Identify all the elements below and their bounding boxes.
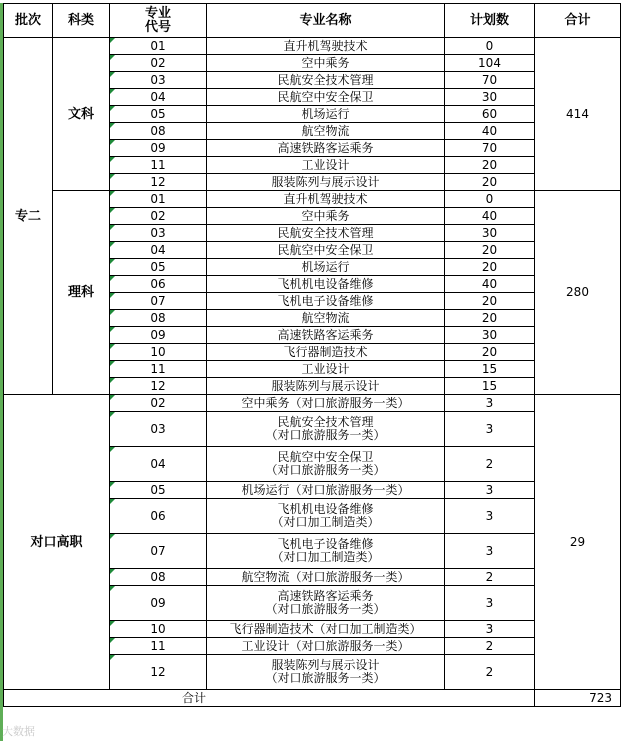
group-total-cell: 414 (535, 38, 621, 191)
major-name-cell (207, 259, 445, 276)
major-code-cell: 07 (110, 293, 207, 310)
major-name: 民航空中安全保卫 (277, 242, 374, 257)
major-name: 工业设计（对口旅游服务一类） (241, 638, 410, 653)
plan-count-cell: 30 (445, 89, 535, 106)
plan-count-cell: 3 (445, 395, 535, 412)
plan-count-cell: 3 (445, 621, 535, 638)
plan-count-cell: 30 (445, 327, 535, 344)
major-name-cell (207, 276, 445, 293)
plan-count-cell: 3 (445, 534, 535, 569)
major-name-cell (207, 534, 445, 569)
major-code-cell: 06 (110, 499, 207, 534)
major-code-cell: 12 (110, 655, 207, 690)
major-name: 飞行器制造技术 (283, 344, 368, 359)
major-code-cell: 06 (110, 276, 207, 293)
major-name: 工业设计 (301, 157, 350, 172)
major-name: 机场运行（对口旅游服务一类） (241, 482, 410, 497)
major-name-cell (207, 123, 445, 140)
header-total: 合计 (535, 4, 621, 38)
major-code-cell: 04 (110, 89, 207, 106)
plan-count-cell: 20 (445, 310, 535, 327)
major-name: 民航空中安全保卫 (277, 89, 374, 104)
major-name-cell (207, 638, 445, 655)
major-code-cell: 08 (110, 123, 207, 140)
major-name: 机场运行 (301, 259, 350, 274)
major-name-note: （对口加工制造类） (271, 515, 380, 529)
major-name: 空中乘务（对口旅游服务一类） (241, 395, 410, 410)
table-row (4, 191, 621, 208)
major-name-cell (207, 482, 445, 499)
plan-count-cell: 2 (445, 447, 535, 482)
plan-count-cell: 20 (445, 293, 535, 310)
major-name-note: （对口旅游服务一类） (265, 428, 386, 442)
major-name-note: （对口旅游服务一类） (265, 463, 386, 477)
major-code-cell: 09 (110, 327, 207, 344)
header-category: 科类 (53, 4, 110, 38)
plan-count-cell: 20 (445, 259, 535, 276)
major-name-cell (207, 208, 445, 225)
major-name-note: （对口加工制造类） (271, 550, 380, 564)
major-code-cell: 11 (110, 638, 207, 655)
major-name: 民航安全技术管理 (277, 72, 374, 87)
header-code-line1: 专业 (144, 5, 171, 21)
batch-cell: 对口高职 (4, 395, 110, 690)
major-name-cell (207, 499, 445, 534)
major-code-cell: 09 (110, 140, 207, 157)
major-name-cell (207, 106, 445, 123)
plan-count-cell: 20 (445, 242, 535, 259)
major-code-cell: 04 (110, 242, 207, 259)
major-code-cell: 03 (110, 72, 207, 89)
major-code-cell: 11 (110, 361, 207, 378)
major-code-cell: 02 (110, 208, 207, 225)
major-code-cell: 02 (110, 55, 207, 72)
major-code-cell: 08 (110, 310, 207, 327)
major-name: 飞机电子设备维修 (277, 293, 374, 308)
plan-count-cell: 15 (445, 378, 535, 395)
major-code-cell: 01 (110, 38, 207, 55)
major-code-cell: 03 (110, 412, 207, 447)
major-name: 高速铁路客运乘务 (277, 140, 374, 155)
major-name: 飞行器制造技术（对口加工制造类） (229, 621, 422, 636)
group-total-cell: 29 (535, 395, 621, 690)
major-name-cell (207, 72, 445, 89)
watermark-text: 大数据 (2, 725, 35, 738)
plan-count-cell: 70 (445, 72, 535, 89)
major-name-note: （对口旅游服务一类） (265, 671, 386, 685)
enrollment-plan-table (3, 3, 621, 707)
plan-count-cell: 3 (445, 499, 535, 534)
plan-count-cell: 2 (445, 638, 535, 655)
header-plan: 计划数 (445, 4, 535, 38)
major-name: 民航空中安全保卫 (277, 450, 374, 464)
major-name: 飞机电子设备维修 (277, 537, 374, 551)
major-name-cell (207, 89, 445, 106)
plan-count-cell: 70 (445, 140, 535, 157)
plan-count-cell: 15 (445, 361, 535, 378)
category-cell: 文科 (53, 38, 110, 191)
header-batch: 批次 (4, 4, 53, 38)
header-code (110, 4, 207, 38)
footer-total-label: 合计 (4, 690, 535, 707)
footer-total-value: 723 (535, 690, 621, 707)
major-code-cell: 08 (110, 569, 207, 586)
major-name-cell (207, 140, 445, 157)
plan-count-cell: 40 (445, 208, 535, 225)
major-code-cell: 02 (110, 395, 207, 412)
major-name-cell (207, 225, 445, 242)
plan-count-cell: 30 (445, 225, 535, 242)
major-name: 民航安全技术管理 (277, 225, 374, 240)
major-name-cell (207, 327, 445, 344)
major-name-cell (207, 344, 445, 361)
plan-count-cell: 2 (445, 569, 535, 586)
major-name-cell (207, 447, 445, 482)
plan-count-cell: 3 (445, 482, 535, 499)
major-name: 飞机机电设备维修 (277, 276, 374, 291)
major-name-cell (207, 569, 445, 586)
major-name: 高速铁路客运乘务 (277, 589, 374, 603)
plan-count-cell: 0 (445, 191, 535, 208)
major-name: 服装陈列与展示设计 (271, 378, 380, 393)
major-name-cell (207, 55, 445, 72)
plan-count-cell: 40 (445, 123, 535, 140)
group-total-cell: 280 (535, 191, 621, 395)
plan-count-cell: 0 (445, 38, 535, 55)
major-name: 航空物流 (301, 310, 350, 325)
plan-count-cell: 20 (445, 174, 535, 191)
category-cell: 理科 (53, 191, 110, 395)
major-name-cell (207, 412, 445, 447)
major-name-cell (207, 191, 445, 208)
major-code-cell: 07 (110, 534, 207, 569)
major-code-cell: 05 (110, 482, 207, 499)
major-name-cell (207, 174, 445, 191)
major-code-cell: 03 (110, 225, 207, 242)
major-name-cell (207, 378, 445, 395)
major-name-cell (207, 395, 445, 412)
major-name: 服装陈列与展示设计 (271, 174, 380, 189)
major-name-cell (207, 242, 445, 259)
major-name: 民航安全技术管理 (277, 415, 374, 429)
major-name: 直升机驾驶技术 (283, 38, 368, 53)
major-code-cell: 05 (110, 259, 207, 276)
table-row (4, 38, 621, 55)
major-code-cell: 11 (110, 157, 207, 174)
major-name: 服装陈列与展示设计 (271, 658, 380, 672)
major-name: 机场运行 (301, 106, 350, 121)
major-code-cell: 10 (110, 621, 207, 638)
header-code-line2: 代号 (144, 19, 171, 35)
major-name: 空中乘务 (301, 208, 350, 223)
batch-cell: 专二 (4, 38, 53, 395)
header-major-name: 专业名称 (207, 4, 445, 38)
major-name-cell (207, 361, 445, 378)
major-name-cell (207, 655, 445, 690)
plan-count-cell: 3 (445, 586, 535, 621)
plan-count-cell: 20 (445, 157, 535, 174)
major-name-cell (207, 310, 445, 327)
major-name: 工业设计 (301, 361, 350, 376)
plan-count-cell: 40 (445, 276, 535, 293)
major-code-cell: 05 (110, 106, 207, 123)
major-code-cell: 09 (110, 586, 207, 621)
major-name: 航空物流（对口旅游服务一类） (241, 569, 410, 584)
major-name-cell (207, 293, 445, 310)
header-row (4, 4, 621, 38)
major-name-cell (207, 38, 445, 55)
major-name-cell (207, 621, 445, 638)
plan-count-cell: 60 (445, 106, 535, 123)
major-name-cell (207, 586, 445, 621)
major-code-cell: 10 (110, 344, 207, 361)
major-code-cell: 01 (110, 191, 207, 208)
major-code-cell: 12 (110, 378, 207, 395)
major-name: 航空物流 (301, 123, 350, 138)
major-name-note: （对口旅游服务一类） (265, 602, 386, 616)
major-name-cell (207, 157, 445, 174)
plan-count-cell: 3 (445, 412, 535, 447)
table-body (4, 38, 621, 690)
table-row (4, 395, 621, 412)
major-name: 高速铁路客运乘务 (277, 327, 374, 342)
footer-row (4, 690, 621, 707)
plan-count-cell: 20 (445, 344, 535, 361)
plan-count-cell: 2 (445, 655, 535, 690)
major-name: 空中乘务 (301, 55, 350, 70)
plan-count-cell: 104 (445, 55, 535, 72)
major-name: 直升机驾驶技术 (283, 191, 368, 206)
major-code-cell: 04 (110, 447, 207, 482)
major-code-cell: 12 (110, 174, 207, 191)
major-name: 飞机机电设备维修 (277, 502, 374, 516)
